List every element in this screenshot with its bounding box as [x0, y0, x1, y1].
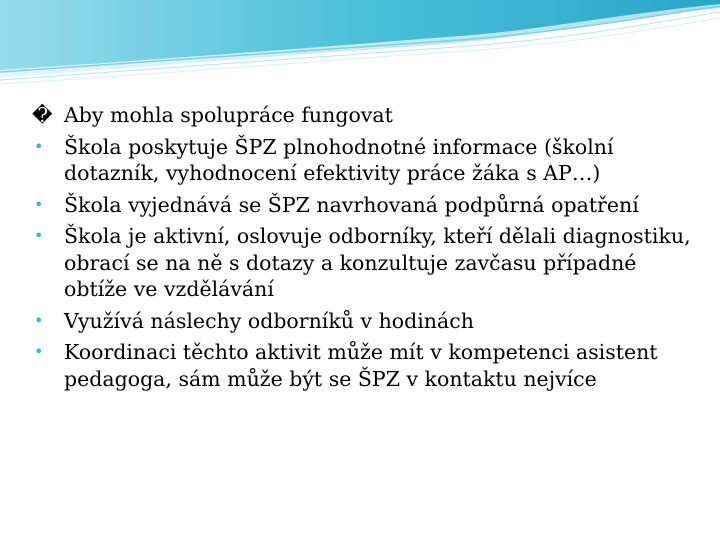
- bullet-item: [32, 192, 692, 219]
- bullet-text: Koordinaci těchto aktivit může mít v kompetenci asistent pedagoga, sám může být se ŠPZ v kontaktu nejvíce: [64, 340, 658, 391]
- lead-line: [32, 102, 692, 129]
- bullet-item: [32, 223, 692, 303]
- bullet-icon: •: [34, 226, 44, 245]
- bullet-item: [32, 308, 692, 335]
- bullet-icon: •: [34, 194, 44, 214]
- bullet-item: [32, 339, 692, 392]
- missing-glyph-icon: �: [32, 103, 53, 127]
- bullet-item: [32, 134, 692, 187]
- bullet-icon: •: [34, 342, 44, 361]
- header-wave-decoration: [0, 0, 720, 90]
- slide-body: [32, 102, 692, 397]
- bullet-text: Škola poskytuje ŠPZ plnohodnotné informace (školní dotazník, vyhodnocení efektivity práce žáka s AP…): [64, 134, 614, 185]
- bullet-text: Využívá náslechy odborníků v hodinách: [64, 308, 474, 333]
- bullet-icon: •: [34, 136, 44, 156]
- bullet-icon: •: [34, 310, 44, 330]
- lead-text: Aby mohla spolupráce fungovat: [64, 103, 393, 127]
- bullet-text: Škola vyjednává se ŠPZ navrhovaná podpůrná opatření: [64, 192, 639, 217]
- bullet-text: Škola je aktivní, oslovuje odborníky, kteří dělali diagnostiku, obrací se na ně s dotazy a konzultuje zavčasu případné obtíže ve vzdělávání: [64, 224, 691, 301]
